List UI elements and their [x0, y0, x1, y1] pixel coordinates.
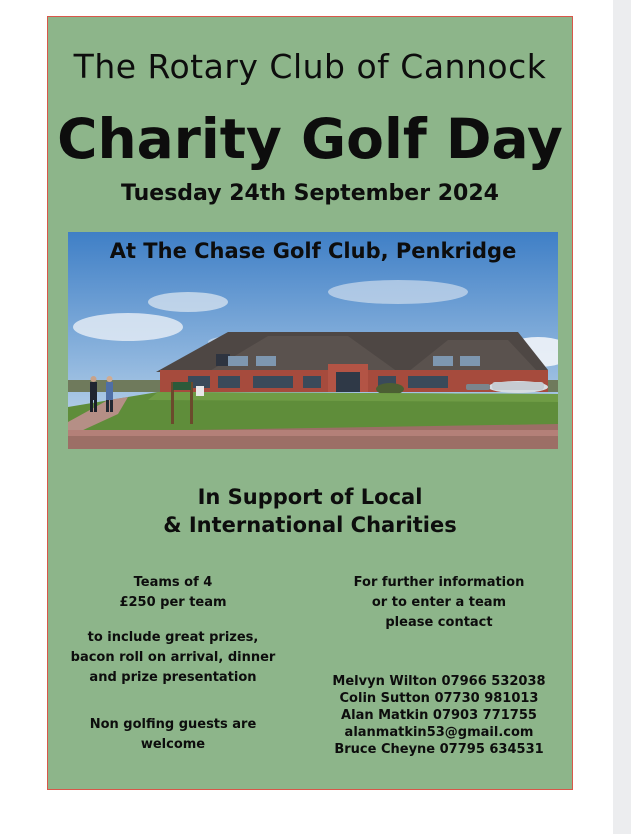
- team-details: [63, 573, 283, 755]
- info-line-3: please contact: [385, 615, 493, 630]
- contact-info: [324, 573, 554, 633]
- info-line-1: For further information: [353, 575, 525, 590]
- includes-line-2: bacon roll on arrival, dinner: [70, 650, 276, 665]
- event-date: Tuesday 24th September 2024: [121, 181, 499, 206]
- contact-bruce: Bruce Cheyne 07795 634531: [334, 742, 544, 757]
- contact-melvyn: Melvyn Wilton 07966 532038: [332, 674, 546, 689]
- includes-line-1: to include great prizes,: [87, 630, 259, 645]
- info-line-2: or to enter a team: [371, 595, 507, 610]
- clubhouse-photo-image: [68, 232, 558, 449]
- event-title: Charity Golf Day: [57, 107, 563, 171]
- clubhouse-photo: [68, 232, 558, 449]
- charity-golf-poster: [47, 16, 573, 790]
- contact-email: alanmatkin53@gmail.com: [344, 725, 534, 740]
- venue-caption: At The Chase Golf Club, Penkridge: [109, 239, 517, 263]
- support-line-1: In Support of Local: [197, 485, 423, 509]
- includes-line-3: and prize presentation: [89, 670, 257, 685]
- contact-alan: Alan Matkin 07903 771755: [341, 708, 537, 723]
- guests-text: Non golfing guests are welcome: [89, 717, 257, 752]
- contacts-list: [324, 673, 554, 758]
- teams-text: Teams of 4: [133, 575, 213, 590]
- contact-colin: Colin Sutton 07730 981013: [339, 691, 539, 706]
- support-line-2: & International Charities: [163, 513, 457, 537]
- club-name: The Rotary Club of Cannock: [73, 47, 547, 86]
- support-statement: [48, 483, 572, 539]
- price-text: £250 per team: [119, 595, 227, 610]
